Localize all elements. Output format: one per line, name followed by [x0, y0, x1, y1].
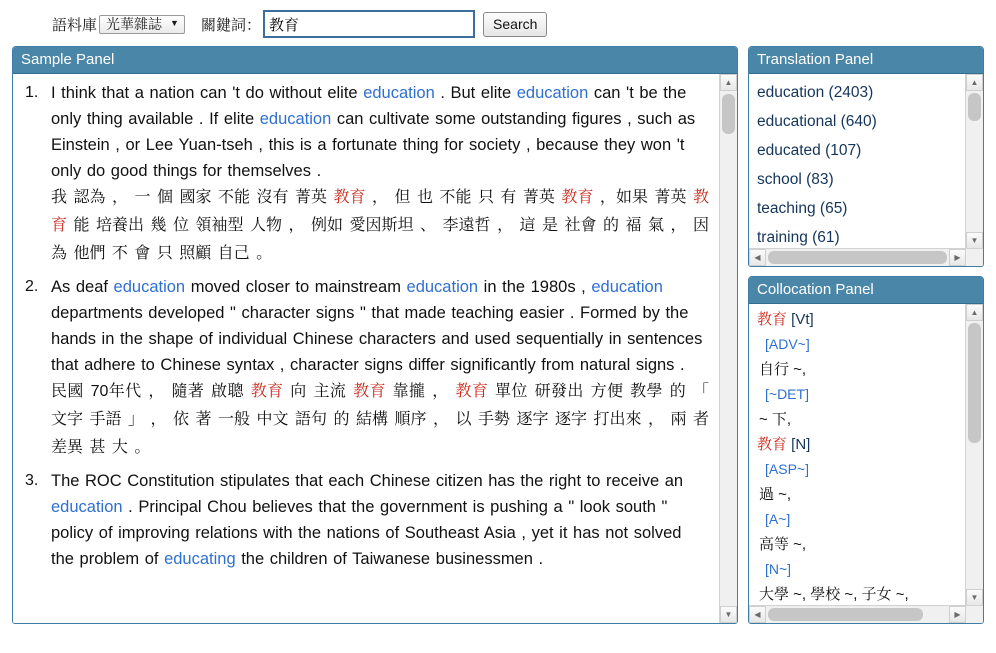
- translation-list: [749, 78, 965, 248]
- text-run: departments developed " character signs " that made teaching easier . Formed by the hands in the shape of individual Chinese characters and used sequentially in sentences that adhere to Chinese syntax , character signs differ significantly from natural signs .: [51, 304, 703, 374]
- keyword-highlight: education: [363, 84, 435, 102]
- text-run: moved closer to mainstream: [185, 278, 407, 296]
- keyword-highlight: education: [516, 84, 589, 102]
- collocation-pattern-tag[interactable]: [ADV~]: [765, 336, 810, 352]
- collocation-example: 大學 ~, 學校 ~, 子女 ~,: [759, 586, 909, 603]
- keyword-highlight: educating: [164, 550, 236, 568]
- sample-item: [17, 80, 715, 268]
- translation-item[interactable]: school (83): [757, 171, 834, 188]
- collocation-pattern-tag[interactable]: [A~]: [765, 511, 791, 527]
- collocation-pos: [Vt]: [791, 311, 814, 328]
- text-run: in the 1980s ,: [478, 278, 592, 296]
- sample-item-text: [51, 468, 715, 572]
- sample-english-sentence: [51, 80, 709, 184]
- translation-panel-body: [749, 74, 983, 266]
- text-run: 靠攏 ，: [385, 383, 456, 400]
- translation-list-viewport: [749, 74, 965, 248]
- search-toolbar: [0, 0, 996, 46]
- collocation-word: 教育: [757, 436, 792, 453]
- text-run: ，如果 菁英: [593, 189, 693, 206]
- collocation-example: ~ 下,: [759, 411, 792, 428]
- text-run: 民國 70年代 ， 隨著 啟聰: [51, 383, 251, 400]
- sample-english-sentence: [51, 274, 709, 378]
- text-run: . Principal Chou believes that the government is pushing a " look south " policy of improving relations with the nations of Southeast Asia , yet it has not solved the problem of: [51, 498, 682, 568]
- collocation-example: 過 ~,: [759, 486, 792, 503]
- collocation-pos: [N]: [791, 436, 811, 453]
- collocation-horizontal-scrollbar[interactable]: [749, 605, 983, 623]
- keyword-highlight: education: [51, 498, 123, 516]
- sample-item-text: [51, 274, 715, 462]
- keyword-highlight: education: [406, 278, 479, 296]
- text-run: ， 但 也 不能 只 有 菁英: [365, 189, 562, 206]
- left-column: [12, 46, 738, 624]
- keyword-input[interactable]: [263, 10, 475, 38]
- chevron-down-icon: ▼: [170, 18, 179, 28]
- translation-panel: [748, 46, 984, 267]
- translation-item[interactable]: training (61): [757, 229, 840, 246]
- corpus-select[interactable]: [99, 15, 185, 34]
- sample-list: [17, 80, 715, 572]
- collocation-panel-title: Collocation Panel: [749, 277, 983, 304]
- collocation-pattern-tag[interactable]: [ASP~]: [765, 461, 809, 477]
- scroll-right-icon[interactable]: ▶: [949, 606, 966, 623]
- sample-panel: [12, 46, 738, 624]
- scroll-left-icon[interactable]: ◀: [749, 249, 766, 266]
- keyword-highlight: 教育: [455, 383, 489, 400]
- text-run: the children of Taiwanese businessmen .: [235, 550, 544, 568]
- scrollbar-thumb[interactable]: [968, 93, 981, 121]
- corpus-select-value: 光華雜誌: [106, 15, 163, 32]
- text-run: I think that a nation can 't do without elite: [51, 84, 364, 102]
- keyword-highlight: 教育: [250, 383, 284, 400]
- workspace: [0, 46, 996, 624]
- search-button[interactable]: Search: [483, 12, 547, 37]
- translation-item[interactable]: educational (640): [757, 113, 877, 130]
- translation-item[interactable]: education (2403): [757, 84, 874, 101]
- keyword-highlight: 教育: [51, 189, 709, 234]
- sample-panel-body: [13, 74, 737, 623]
- sample-english-sentence: [51, 468, 709, 572]
- scrollbar-thumb[interactable]: [768, 608, 923, 621]
- scroll-down-icon[interactable]: ▼: [720, 606, 737, 623]
- keyword-highlight: education: [591, 278, 663, 296]
- translation-item[interactable]: teaching (65): [757, 200, 848, 217]
- collocation-group-header: [749, 307, 965, 332]
- collocation-panel: [748, 276, 984, 624]
- sample-item-number: 2.: [25, 278, 39, 295]
- text-run: 單位 研發出 方便 教學 的 「 文字 手語 」 ， 依 著 一般 中文 語句 的 結構 順序 ， 以 手勢 逐字 逐字 打出來 ， 兩 者 差異 甚 大 。: [51, 383, 709, 456]
- sample-item: [17, 274, 715, 462]
- text-run: 向 主流: [283, 383, 354, 400]
- scroll-up-icon[interactable]: ▲: [966, 304, 983, 321]
- sample-item-text: [51, 80, 715, 268]
- text-run: . But elite: [434, 84, 517, 102]
- translation-item[interactable]: educated (107): [757, 142, 862, 159]
- scroll-up-icon[interactable]: ▲: [720, 74, 737, 91]
- keyword-highlight: education: [259, 110, 332, 128]
- sample-vertical-scrollbar[interactable]: [719, 74, 737, 623]
- keyword-highlight: 教育: [353, 383, 386, 400]
- collocation-panel-body: [749, 304, 983, 623]
- translation-panel-title: Translation Panel: [749, 47, 983, 74]
- scrollbar-thumb[interactable]: [768, 251, 947, 264]
- sample-chinese-sentence: [51, 378, 709, 462]
- collocation-pattern-tag[interactable]: [N~]: [765, 561, 792, 577]
- text-run: The ROC Constitution stipulates that each Chinese citizen has the right to receive an: [51, 472, 684, 490]
- text-run: As deaf: [51, 278, 114, 296]
- collocation-group-header: [749, 432, 965, 457]
- scroll-left-icon[interactable]: ◀: [749, 606, 766, 623]
- text-run: 能 培養出 幾 位 領袖型 人物 ， 例如 愛因斯坦 、 李遠哲 ， 這 是 社會 的 福 氣 ， 因為 他們 不 會 只 照顧 自己 。: [51, 217, 709, 262]
- keyword-highlight: 教育: [333, 189, 366, 206]
- translation-vertical-scrollbar[interactable]: [965, 74, 983, 249]
- collocation-vertical-scrollbar[interactable]: [965, 304, 983, 606]
- scrollbar-thumb[interactable]: [722, 94, 735, 134]
- sample-item-number: 1.: [25, 84, 39, 101]
- text-run: can 't be the only thing available . If elite: [51, 84, 687, 128]
- corpus-label: 語料庫: [52, 16, 98, 34]
- translation-horizontal-scrollbar[interactable]: [749, 248, 983, 266]
- collocation-pattern-tag[interactable]: [~DET]: [765, 386, 809, 402]
- sample-item-number: 3.: [25, 472, 39, 489]
- collocation-example: 自行 ~,: [759, 361, 807, 378]
- collocation-list: [749, 307, 965, 605]
- text-run: 我 認為 ， 一 個 國家 不能 沒有 菁英: [51, 189, 334, 206]
- scroll-right-icon[interactable]: ▶: [949, 249, 966, 266]
- sample-panel-title: Sample Panel: [13, 47, 737, 74]
- right-column: [748, 46, 984, 624]
- sample-chinese-sentence: [51, 184, 709, 268]
- scroll-up-icon[interactable]: ▲: [966, 74, 983, 91]
- sample-list-viewport: [13, 74, 719, 623]
- scroll-down-icon[interactable]: ▼: [966, 232, 983, 249]
- collocation-example: 高等 ~,: [759, 536, 807, 553]
- keyword-highlight: 教育: [561, 189, 594, 206]
- scroll-down-icon[interactable]: ▼: [966, 589, 983, 606]
- keyword-highlight: education: [113, 278, 186, 296]
- text-run: can cultivate some outstanding figures , such as Einstein , or Lee Yuan-tseh , this is a fortunate thing for society , because they won 't only do good things for themselves .: [51, 110, 696, 180]
- collocation-list-viewport: [749, 304, 965, 605]
- scrollbar-thumb[interactable]: [968, 323, 981, 443]
- collocation-word: 教育: [757, 311, 792, 328]
- keyword-label: 關鍵詞：: [201, 16, 262, 34]
- sample-item: [17, 468, 715, 572]
